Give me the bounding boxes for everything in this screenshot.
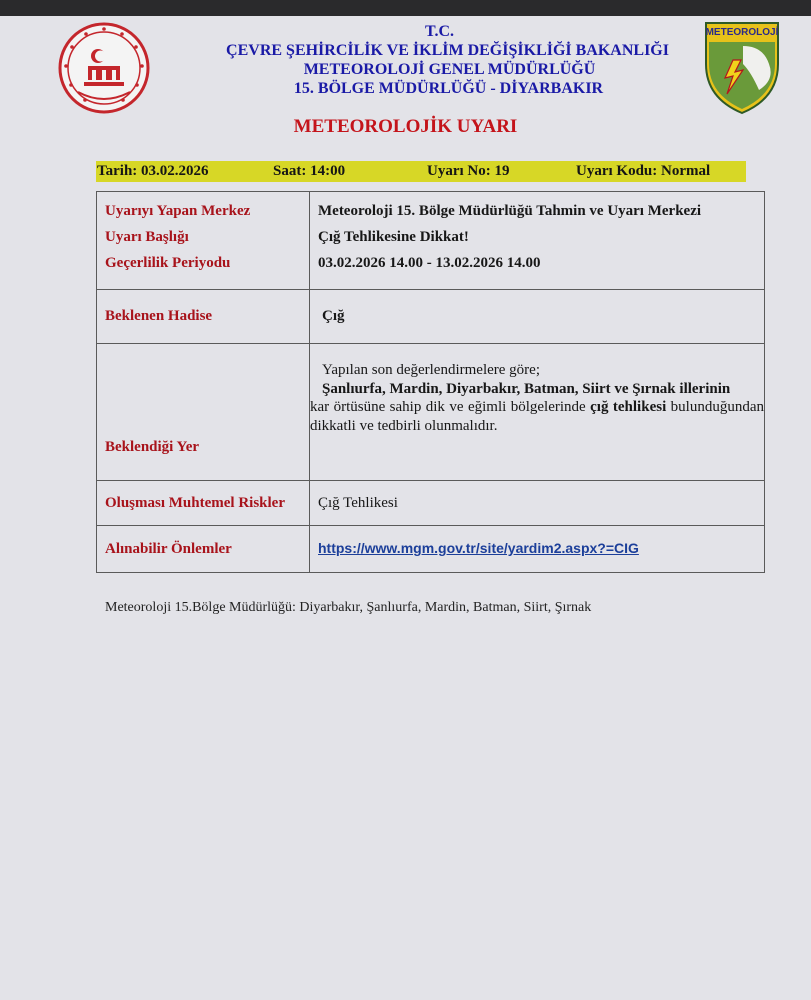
warning-title-label: Uyarı Başlığı: [105, 229, 189, 245]
window-top-bar: [0, 0, 811, 16]
table-row-general: [97, 192, 765, 290]
place-intro-text: Yapılan son değerlendirmelere göre;: [322, 362, 540, 378]
warning-title-value: Çığ Tehlikesine Dikkat!: [318, 229, 469, 245]
validity-period-label: Geçerlilik Periyodu: [105, 255, 231, 271]
table-row-risks: [97, 481, 765, 526]
header-line-directorate: METEOROLOJİ GENEL MÜDÜRLÜĞÜ: [303, 61, 596, 78]
measures-label: Alınabilir Önlemler: [105, 540, 232, 557]
table-row-measures: [97, 526, 765, 573]
warning-title: METEOROLOJİK UYARI: [293, 116, 518, 137]
document-header: [0, 22, 811, 98]
center-label: Uyarıyı Yapan Merkez: [105, 203, 251, 219]
svg-text:METEOROLOJİ: METEOROLOJİ: [705, 27, 779, 38]
warning-date: Tarih: 03.02.2026: [97, 163, 209, 179]
expected-place-label: Beklendiği Yer: [105, 439, 200, 455]
header-line-region: 15. BÖLGE MÜDÜRLÜĞÜ - DİYARBAKIR: [293, 80, 604, 97]
expected-event-label: Beklenen Hadise: [105, 308, 213, 324]
risks-label: Oluşması Muhtemel Riskler: [105, 494, 285, 511]
header-line-ministry: ÇEVRE ŞEHİRCİLİK VE İKLİM DEĞİŞİKLİĞİ BAKANLIĞI: [226, 42, 669, 59]
validity-period-value: 03.02.2026 14.00 - 13.02.2026 14.00: [318, 255, 541, 271]
warning-number: Uyarı No: 19: [427, 163, 510, 179]
footer-provinces: Meteoroloji 15.Bölge Müdürlüğü: Diyarbakır, Şanlıurfa, Mardin, Batman, Siirt, Şırnak: [105, 600, 592, 615]
risks-value: Çığ Tehlikesi: [318, 494, 398, 511]
warning-code: Uyarı Kodu: Normal: [576, 163, 711, 179]
meteoroloji-logo-icon: [703, 20, 781, 116]
header-line-tc: T.C.: [424, 23, 455, 40]
warning-info-bar: [96, 161, 746, 182]
warning-time: Saat: 14:00: [273, 163, 346, 179]
table-row-event: [97, 290, 765, 344]
place-provinces-text: Şanlıurfa, Mardin, Diyarbakır, Batman, Siirt ve Şırnak illerinin: [322, 381, 731, 397]
measures-link[interactable]: https://www.mgm.gov.tr/site/yardim2.aspx?=CIG: [318, 540, 639, 556]
center-value: Meteoroloji 15. Bölge Müdürlüğü Tahmin ve Uyarı Merkezi: [318, 203, 702, 219]
place-description: kar örtüsüne sahip dik ve eğimli bölgelerinde çığ tehlikesi bulunduğundan dikkatli ve tedbirli olunmalıdır.: [310, 399, 764, 434]
expected-event-value: Çığ: [322, 308, 345, 324]
table-row-place: [97, 344, 765, 481]
warning-details-table: [96, 191, 765, 573]
